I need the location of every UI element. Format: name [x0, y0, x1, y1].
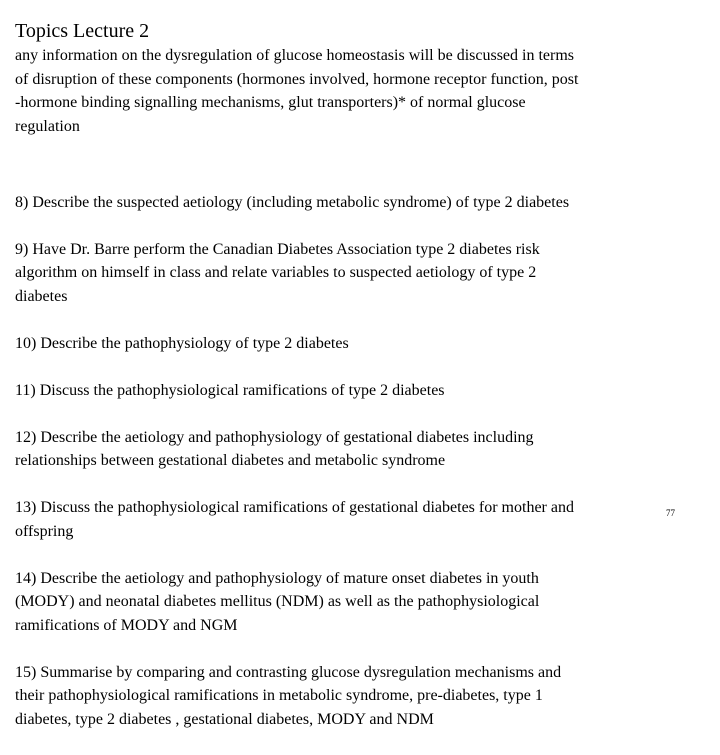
topic-item-13: 13) Discuss the pathophysiological ramifications of gestational diabetes for mother and offspring [15, 499, 574, 540]
slide-title: Topics Lecture 2 [15, 20, 150, 42]
topic-list [15, 167, 715, 755]
topic-item-14: 14) Describe the aetiology and pathophysiology of mature onset diabetes in youth (MODY) and neonatal diabetes mellitus (NDM) as well as the pathophysiological ramifications of MODY and NGM [15, 569, 540, 634]
intro-paragraph: any information on the dysregulation of glucose homeostasis will be discussed in terms of disruption of these components (hormones involved, hormone receptor function, post -hormone binding signalling mechanisms, glut transporters)* of normal glucose regulation [15, 47, 579, 135]
topic-item-9: 9) Have Dr. Barre perform the Canadian Diabetes Association type 2 diabetes risk algorithm on himself in class and relate variables to suspected aetiology of type 2 diabetes [15, 240, 540, 305]
topic-item-11: 11) Discuss the pathophysiological ramifications of type 2 diabetes [15, 381, 445, 399]
topic-item-15: 15) Summarise by comparing and contrasting glucose dysregulation mechanisms and their pathophysiological ramifications in metabolic syndrome, pre-diabetes, type 1 diabetes, type 2 diabetes , gestational diabetes, MODY and NDM [15, 663, 562, 728]
page-number: 77 [666, 508, 675, 518]
topic-item-8: 8) Describe the suspected aetiology (including metabolic syndrome) of type 2 diabetes [15, 193, 570, 211]
topic-item-10: 10) Describe the pathophysiology of type 2 diabetes [15, 334, 349, 352]
topic-item-12: 12) Describe the aetiology and pathophysiology of gestational diabetes including relationships between gestational diabetes and metabolic syndrome [15, 428, 534, 469]
